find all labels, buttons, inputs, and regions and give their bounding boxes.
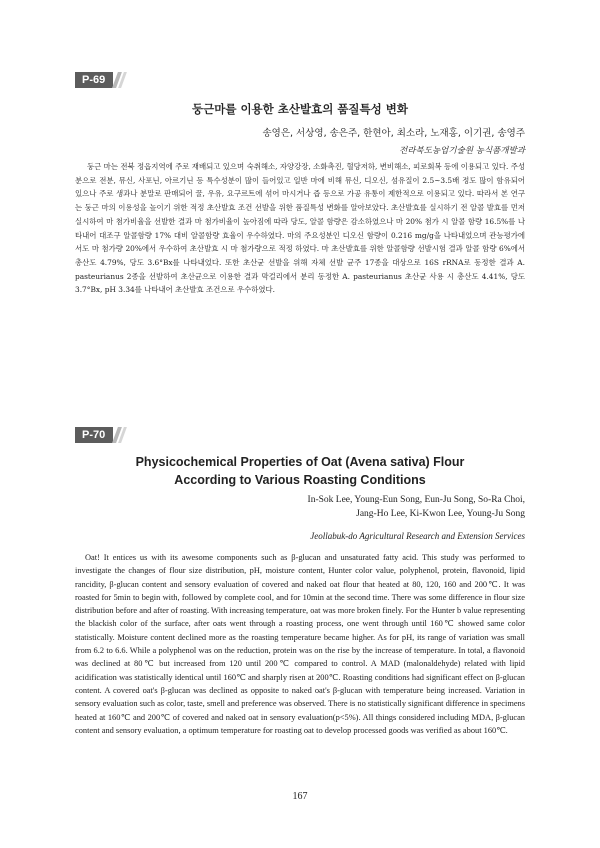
abstract-authors: 송영은, 서상영, 송은주, 한현아, 최소라, 노재홍, 이기권, 송영주 (262, 128, 525, 139)
abstract-authors (225, 493, 525, 521)
page-number: 167 (292, 791, 308, 802)
abstract-affiliation: Jeollabuk-do Agricultural Research and Extension Services (310, 531, 525, 541)
abstract-title: 둥근마를 이용한 초산발효의 품질특성 변화 (192, 102, 408, 116)
tag-label: P-69 (75, 72, 113, 88)
title-line: Physicochemical Properties of Oat (Avena sativa) Flour (135, 455, 465, 469)
authors-line: In-Sok Lee, Young-Eun Song, Eun-Ju Song, So-Ra Choi, (307, 495, 525, 505)
tag-label: P-70 (75, 427, 113, 443)
abstract-body: 둥근 마는 전북 정읍지역에 주로 재배되고 있으며 숙취해소, 자양강장, 소화촉진, 혈당저하, 변비해소, 피로회복 등에 이용되고 있다. 주성분으로 전분, 뮤신, 사포닌, 아르기닌 등 특수성분이 많이 들어있고 일반 마에 비해 뮤신, 디오신, 섬유질이 2.5~3.5배 정도 많이 함유되어 있으나 주로 생과나 분말로 판매되어 꿀, 우유, 요구르트에 섞어 마시거나 즙 등으로 가공 유통이 제한적으로 이용되고 있다. 따라서 본 연구는 둥근 마의 이용성을 높이기 위한 적정 초산발효 조건 선발을 위한 품질특성 변화를 알아보았다. 초산발효를 실시하기 전 알콜 발효를 먼저 실시하여 마 첨가비율을 선발한 결과 마 첨가비율이 높아짐에 따라 당도, 알콜 함량은 감소하였으나 마 20% 첨가 시 알콜 함량 16.5%를 나타내어 대조구 알콜함량 17% 대비 알콜함량 효율이 우수하였다. 마의 주요성분인 디오신 함량이 0.216 mg/g을 나타내었으며 관능평가에서도 마 첨가량 20%에서 우수하여 초산발효 시 마 첨가량으로 적정 하였다. 마 초산발효를 위한 알콜함량 선발시험 결과 알콜 함량 6%에서 총산도 4.79%, 당도 3.6°Bx를 나타내었다. 또한 초산균 선발을 위해 자체 선발 균주 17종을 대상으로 16S rRNA로 동정한 결과 A. pasteurianus 2종을 선발하여 초산균으로 이용한 결과 막걸리에서 분리 동정한 A. pasteurianus 초산균 사용 시 총산도 4.41%, 당도 3.7°Bx, pH 3.34를 나타내어 초산발효 조건으로 우수하였다. (75, 162, 525, 295)
abstract-tag (75, 427, 124, 443)
abstract-affiliation: 전라북도농업기술원 농식품개발과 (399, 146, 525, 156)
title-line: According to Various Roasting Conditions (174, 473, 426, 487)
abstract-title (75, 453, 525, 489)
abstract-tag (75, 72, 124, 88)
authors-line: Jang-Ho Lee, Ki-Kwon Lee, Young-Ju Song (356, 509, 525, 519)
abstract-body: Oat! It entices us with its awesome components such as β-glucan and unsaturated fatty acid. This study was performed to investigate the changes of flour size distribution, pH, moisture content, Hunter color value, polyphenol, protein, flavonoid, lipid rancidity, β-glucan content and sensory evaluation of covered and naked oat flour that heated at 80, 120, 160 and 200℃. It was roasted for 5min to begin with, followed by complete cool, and for 10min at the second time. There was some difference in flour size distribution before and after of roasting. With increasing temperature, oat was more broken finely. For the Hunter b value representing the blackish color of the surface, after oats went through a roasting process, one went through until 160℃ showed same color statistically. Moisture content declined more as the roasting temperature became higher. As for pH, its range of variation was small from 6.2 to 6.6. While a polyphenol was on the reduction, protein was on the rise by the increase of temperature. In total, a flavonoid was declined at 80℃ but increased from 120 until 200℃ compared to control. A MAD (malonaldehyde) related with lipid acidification was statistically identical until 160℃ and sharply risen at 200℃. Roasting conditions had significant effect on β-glucan content. A covered oat's β-glucan was declined as opposite to naked oat's β-glucan with temperature being increased. Variation in sensory evaluation such as color, taste, smell and preference was observed. There is no statistically significant difference in specimens heated at 160℃ and 200℃ of covered and naked oat in sensory evaluation(p<5%). All things considered including MDA, β-glucan content and sensory evaluation, a optimum temperature for roasting oat to develop processed goods was verified as about 160℃. (75, 553, 525, 735)
